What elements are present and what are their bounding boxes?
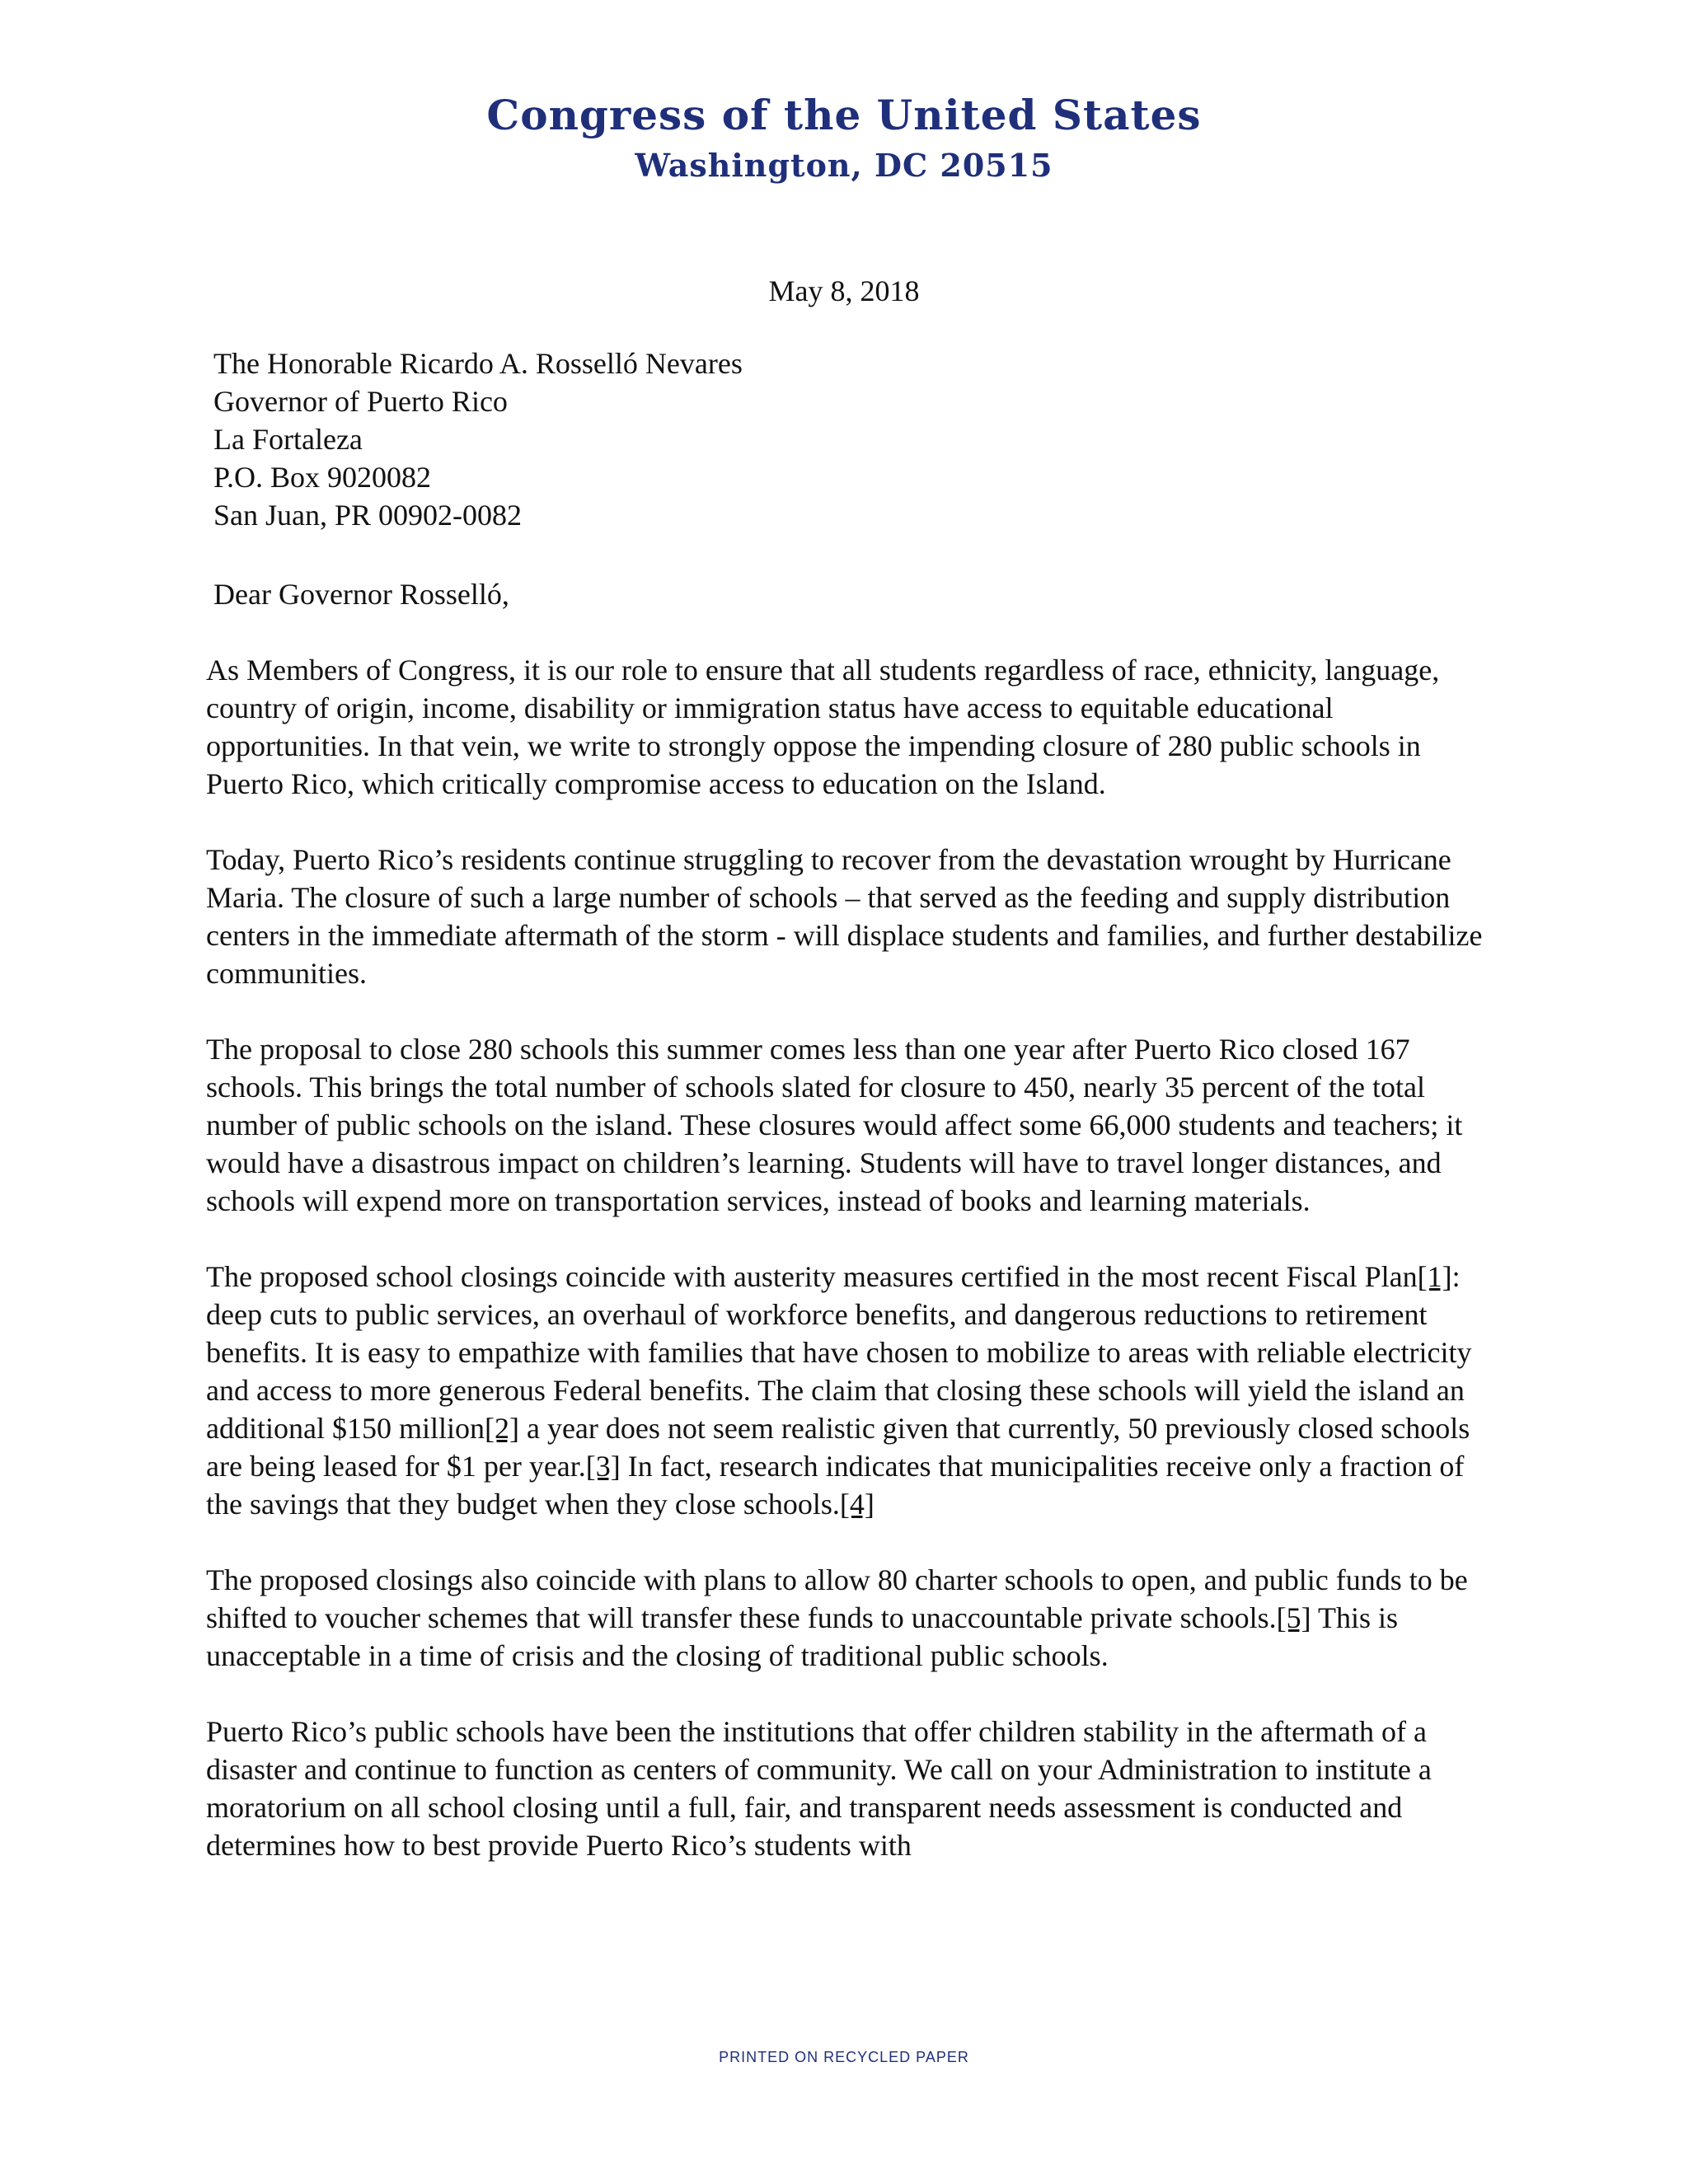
footnote-link-3[interactable]: [3] bbox=[585, 1450, 621, 1483]
footnote-link-2[interactable]: [2] bbox=[484, 1412, 519, 1445]
letterhead-title: Congress of the United States bbox=[486, 91, 1202, 139]
address-line-city: San Juan, PR 00902-0082 bbox=[213, 499, 523, 532]
address-line-building: La Fortaleza bbox=[213, 423, 363, 456]
paragraph-4-text: The proposed school closings coincide with austerity measures certified in the most recent Fiscal Plan bbox=[206, 1260, 1418, 1293]
letterhead-subtitle: Washington, DC 20515 bbox=[635, 147, 1053, 184]
footnote-link-4[interactable]: [4] bbox=[839, 1488, 874, 1521]
salutation: Dear Governor Rosselló, bbox=[213, 578, 509, 611]
paragraph-4-text: a year does not seem realistic given that currently, 50 previously closed schools are being leased for $1 per year. bbox=[206, 1412, 1470, 1483]
paragraph-2: Today, Puerto Rico’s residents continue struggling to recover from the devastation wrought by Hurricane Maria. The closure of such a large number of schools – that served as the feeding and supply distribution centers in the immediate aftermath of the storm - will displace students and families, and further destabilize communities. bbox=[206, 843, 1483, 990]
paragraph-1: As Members of Congress, it is our role to ensure that all students regardless of race, ethnicity, language, country of origin, income, disability or immigration status have access to equitable educational opportunities. In that vein, we write to strongly oppose the impending closure of 280 public schools in Puerto Rico, which critically compromise access to education on the Island. bbox=[206, 654, 1440, 800]
footnote-link-1[interactable]: [1] bbox=[1417, 1260, 1452, 1293]
letter-body bbox=[206, 651, 1492, 1902]
paragraph-4-text: : deep cuts to public services, an overhaul of workforce benefits, and dangerous reductions to retirement benefits. It is easy to empathize with families that have chosen to mobilize to areas with reliable electricity and access to more generous Federal benefits. The claim that closing these schools will yield the island an additional $150 million bbox=[206, 1260, 1472, 1445]
letter-date: May 8, 2018 bbox=[768, 274, 920, 307]
paragraph-5 bbox=[206, 1561, 1492, 1675]
footnote-link-5[interactable]: [5] bbox=[1276, 1601, 1311, 1634]
address-line-name: The Honorable Ricardo A. Rosselló Nevares bbox=[213, 347, 743, 380]
recycled-paper-footer: PRINTED ON RECYCLED PAPER bbox=[719, 2049, 969, 2065]
address-line-pobox: P.O. Box 9020082 bbox=[213, 461, 432, 494]
letterhead bbox=[0, 89, 1688, 186]
paragraph-4 bbox=[206, 1258, 1492, 1523]
recipient-address bbox=[213, 344, 743, 534]
paragraph-3: The proposal to close 280 schools this summer comes less than one year after Puerto Rico closed 167 schools. This brings the total number of schools slated for closure to 450, nearly 35 percent of the total number of public schools on the island. These closures would affect some 66,000 students and teachers; it would have a disastrous impact on children’s learning. Students will have to travel longer distances, and schools will expend more on transportation services, instead of books and learning materials. bbox=[206, 1033, 1463, 1217]
address-line-title: Governor of Puerto Rico bbox=[213, 385, 508, 418]
paragraph-4-text: In fact, research indicates that municipalities receive only a fraction of the savings that they budget when they close schools. bbox=[206, 1450, 1465, 1521]
paragraph-5-text: This is unacceptable in a time of crisis and the closing of traditional public schools. bbox=[206, 1601, 1398, 1672]
paragraph-5-text: The proposed closings also coincide with plans to allow 80 charter schools to open, and public funds to be shifted to voucher schemes that will transfer these funds to unaccountable private schools. bbox=[206, 1563, 1468, 1634]
paragraph-6: Puerto Rico’s public schools have been the institutions that offer children stability in the aftermath of a disaster and continue to function as centers of community. We call on your Administration to institute a moratorium on all school closing until a full, fair, and transparent needs assessment is conducted and determines how to best provide Puerto Rico’s students with bbox=[206, 1715, 1432, 1862]
